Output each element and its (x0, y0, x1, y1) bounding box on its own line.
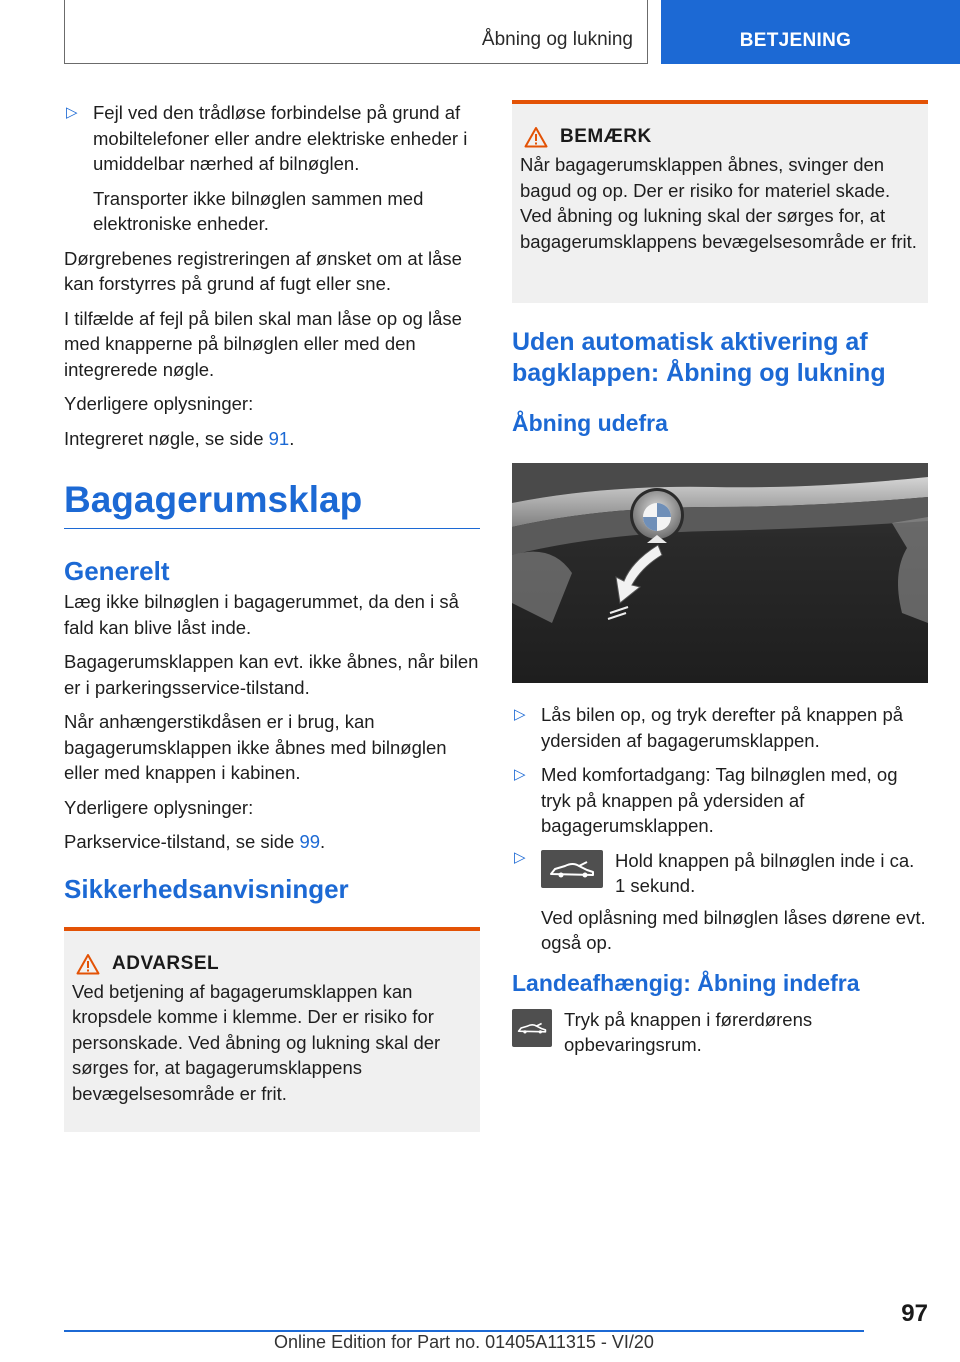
paragraph-end: . (320, 831, 326, 852)
header-section-box (64, 0, 648, 64)
section-heading: Bagagerumsklap (64, 478, 480, 529)
warning-box (64, 927, 480, 1132)
section-heading: Uden automatisk aktivering af bagklappen: Åbning og lukning (512, 328, 886, 387)
warning-text: Ved betjening af bagagerumsklappen kan kropsdele komme i klemme. Der er risiko for personskade. Ved åbning og lukning skal der sørges for, at bagagerumsklappens bevægelsesområde er frit. (72, 980, 441, 1104)
triangle-bullet-icon: ▷ (514, 706, 526, 723)
warning-title-row (72, 953, 472, 975)
paragraph: Tryk på knappen i førerdørens opbevaringsrum. (564, 1008, 813, 1055)
page-link[interactable]: 91 (268, 427, 290, 449)
car-open-tailgate-icon (512, 1009, 552, 1047)
triangle-bullet-icon: ▷ (66, 104, 78, 121)
triangle-bullet-icon: ▷ (514, 848, 526, 866)
paragraph-text: Integreret nøgle, se side (64, 427, 269, 449)
list-item (512, 702, 928, 753)
bullet-text: Med komfortadgang: Tag bilnøglen med, og tryk på knappen på ydersiden af bagagerumsklappen. (541, 764, 898, 836)
bullet-text: Fejl ved den trådløse forbindelse på grund af mobiltelefoner eller andre elektriske enheder i umiddelbar nærhed af bilnøglen. (93, 102, 468, 174)
bullet-text: Hold knappen på bilnøglen inde i ca. 1 sekund. (615, 849, 915, 896)
bullet-subtext: Transporter ikke bilnøglen sammen med elektroniske enheder. (93, 187, 424, 234)
paragraph-text: Parkservice-tilstand, se side (64, 831, 300, 852)
right-column (512, 100, 928, 1058)
list-item (64, 100, 480, 177)
bullet-text: Lås bilen op, og tryk derefter på knappen på ydersiden af bagagerumsklappen. (541, 704, 904, 751)
paragraph: Bagagerumsklappen kan evt. ikke åbnes, når bilen er i parkeringsservice-tilstand. (64, 651, 479, 698)
notice-title: BEMÆRK (560, 126, 652, 147)
warning-triangle-icon (76, 953, 100, 975)
bullet-subtext: Ved oplåsning med bilnøglen låses dørene evt. også op. (541, 906, 926, 953)
subsection-heading: Åbning udefra (512, 410, 668, 436)
header-chapter-tab[interactable] (661, 0, 960, 64)
paragraph: Yderligere oplysninger: (64, 796, 254, 818)
page-number: 97 (901, 1300, 928, 1327)
warning-title: ADVARSEL (112, 952, 220, 974)
left-column (64, 100, 480, 1132)
list-item (512, 762, 928, 839)
chapter-title: BETJENING (739, 30, 852, 51)
paragraph: Når anhængerstikdåsen er i brug, kan bagagerumsklappen ikke åbnes med bilnøglen eller med knappen i kabinen. (64, 711, 447, 783)
paragraph: I tilfælde af fejl på bilen skal man låse op og låse med knapperne på bilnøglen eller med den integrerede nøgle. (64, 307, 462, 380)
paragraph: Dørgrebenes registreringen af ønsket om at låse kan forstyrres på grund af fugt eller sne. (64, 247, 462, 294)
icon-row (512, 1007, 928, 1058)
paragraph-end: . (289, 427, 295, 449)
paragraph: Yderligere oplysninger: (64, 393, 254, 414)
list-item (512, 848, 928, 899)
paragraph: Læg ikke bilnøglen i bagagerummet, da den i så fald kan blive låst inde. (64, 591, 459, 638)
paragraph-with-link (64, 426, 480, 452)
footer-edition: Online Edition for Part no. 01405A11315 - VI/20 (274, 1332, 654, 1352)
paragraph-with-link (64, 829, 480, 855)
car-open-tailgate-icon (541, 850, 603, 888)
subsection-heading: Landeafhængig: Åbning indefra (512, 969, 860, 996)
icon-row (541, 848, 928, 899)
subsection-heading: Sikkerhedsanvisninger (64, 873, 349, 904)
triangle-bullet-icon: ▷ (514, 766, 526, 783)
warning-triangle-icon (524, 126, 548, 148)
notice-title-row (520, 126, 920, 148)
tailgate-button-photo (512, 463, 928, 683)
subsection-heading: Generelt (64, 556, 170, 586)
notice-text: Når bagagerumsklappen åbnes, svinger den bagud og op. Der er risiko for materiel skade. Ved åbning og lukning skal der sørges for, at bagagerumsklappens bevægelsesområde er frit. (520, 154, 917, 252)
page-link[interactable]: 99 (299, 831, 321, 852)
notice-box (512, 100, 928, 303)
section-title: Åbning og lukning (481, 29, 633, 50)
